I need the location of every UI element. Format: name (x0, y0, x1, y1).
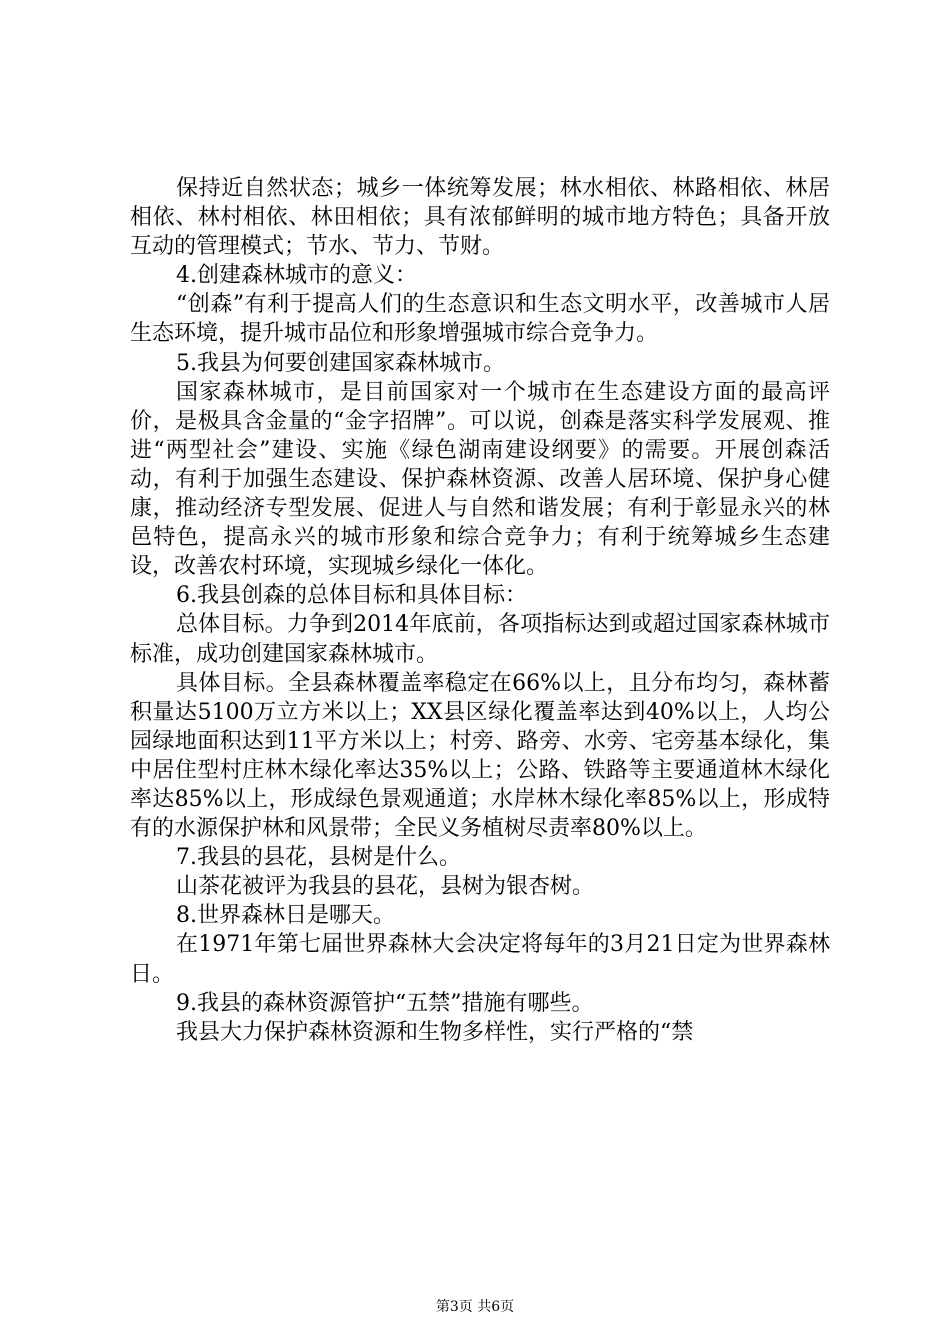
heading-5: 5.我县为何要创建国家森林城市。 (176, 350, 505, 376)
page-number-footer: 第3页 共6页 (435, 1299, 515, 1315)
heading-6: 6.我县创森的总体目标和具体目标： (176, 583, 527, 609)
paragraph-7: 在1971年第七届世界森林大会决定将每年的3月21日定为世界森林日。 (130, 932, 830, 987)
paragraph-5: 具体目标。全县森林覆盖率稳定在66%以上，且分布均匀，森林蓄积量达5100万立方米以上；XX县区绿化覆盖率达到40%以上，人均公园绿地面积达到11平方米以上；村旁、路旁、水旁、宅旁基本绿化，集中居住型村庄林木绿化率达35%以上；公路、铁路等主要通道林木绿化率达85%以上，形成绿色景观通道；水岸林木绿化率85%以上，形成特有的水源保护林和风景带；全民义务植树尽责率80%以上。 (130, 670, 830, 842)
paragraph-6: 山茶花被评为我县的县花，县树为银杏树。 (176, 874, 595, 900)
heading-7: 7.我县的县花，县树是什么。 (176, 845, 461, 871)
paragraph-2: “创森”有利于提高人们的生态意识和生态文明水平，改善城市人居生态环境，提升城市品位和形象增强城市综合竞争力。 (130, 292, 830, 347)
heading-8: 8.世界森林日是哪天。 (176, 903, 395, 929)
paragraph-1: 保持近自然状态；城乡一体统筹发展；林水相依、林路相依、林居相依、林村相依、林田相依；具有浓郁鲜明的城市地方特色；具备开放互动的管理模式；节水、节力、节财。 (130, 176, 830, 260)
heading-4: 4.创建森林城市的意义： (176, 263, 417, 289)
document-body (130, 174, 830, 1047)
paragraph-3: 国家森林城市，是目前国家对一个城市在生态建设方面的最高评价，是极具含金量的“金字招牌”。可以说，创森是落实科学发展观、推进“两型社会”建设、实施《绿色湖南建设纲要》的需要。开展创森活动，有利于加强生态建设、保护森林资源、改善人居环境、保护身心健康，推动经济专型发展、促进人与自然和谐发展；有利于彰显永兴的林邑特色，提高永兴的城市形象和综合竞争力；有利于统筹城乡生态建设，改善农村环境，实现城乡绿化一体化。 (130, 379, 830, 580)
heading-9: 9.我县的森林资源管护“五禁”措施有哪些。 (176, 990, 594, 1016)
paragraph-8: 我县大力保护森林资源和生物多样性，实行严格的“禁 (176, 1019, 694, 1045)
paragraph-4: 总体目标。力争到2014年底前，各项指标达到或超过国家森林城市标准，成功创建国家森林城市。 (130, 612, 830, 667)
